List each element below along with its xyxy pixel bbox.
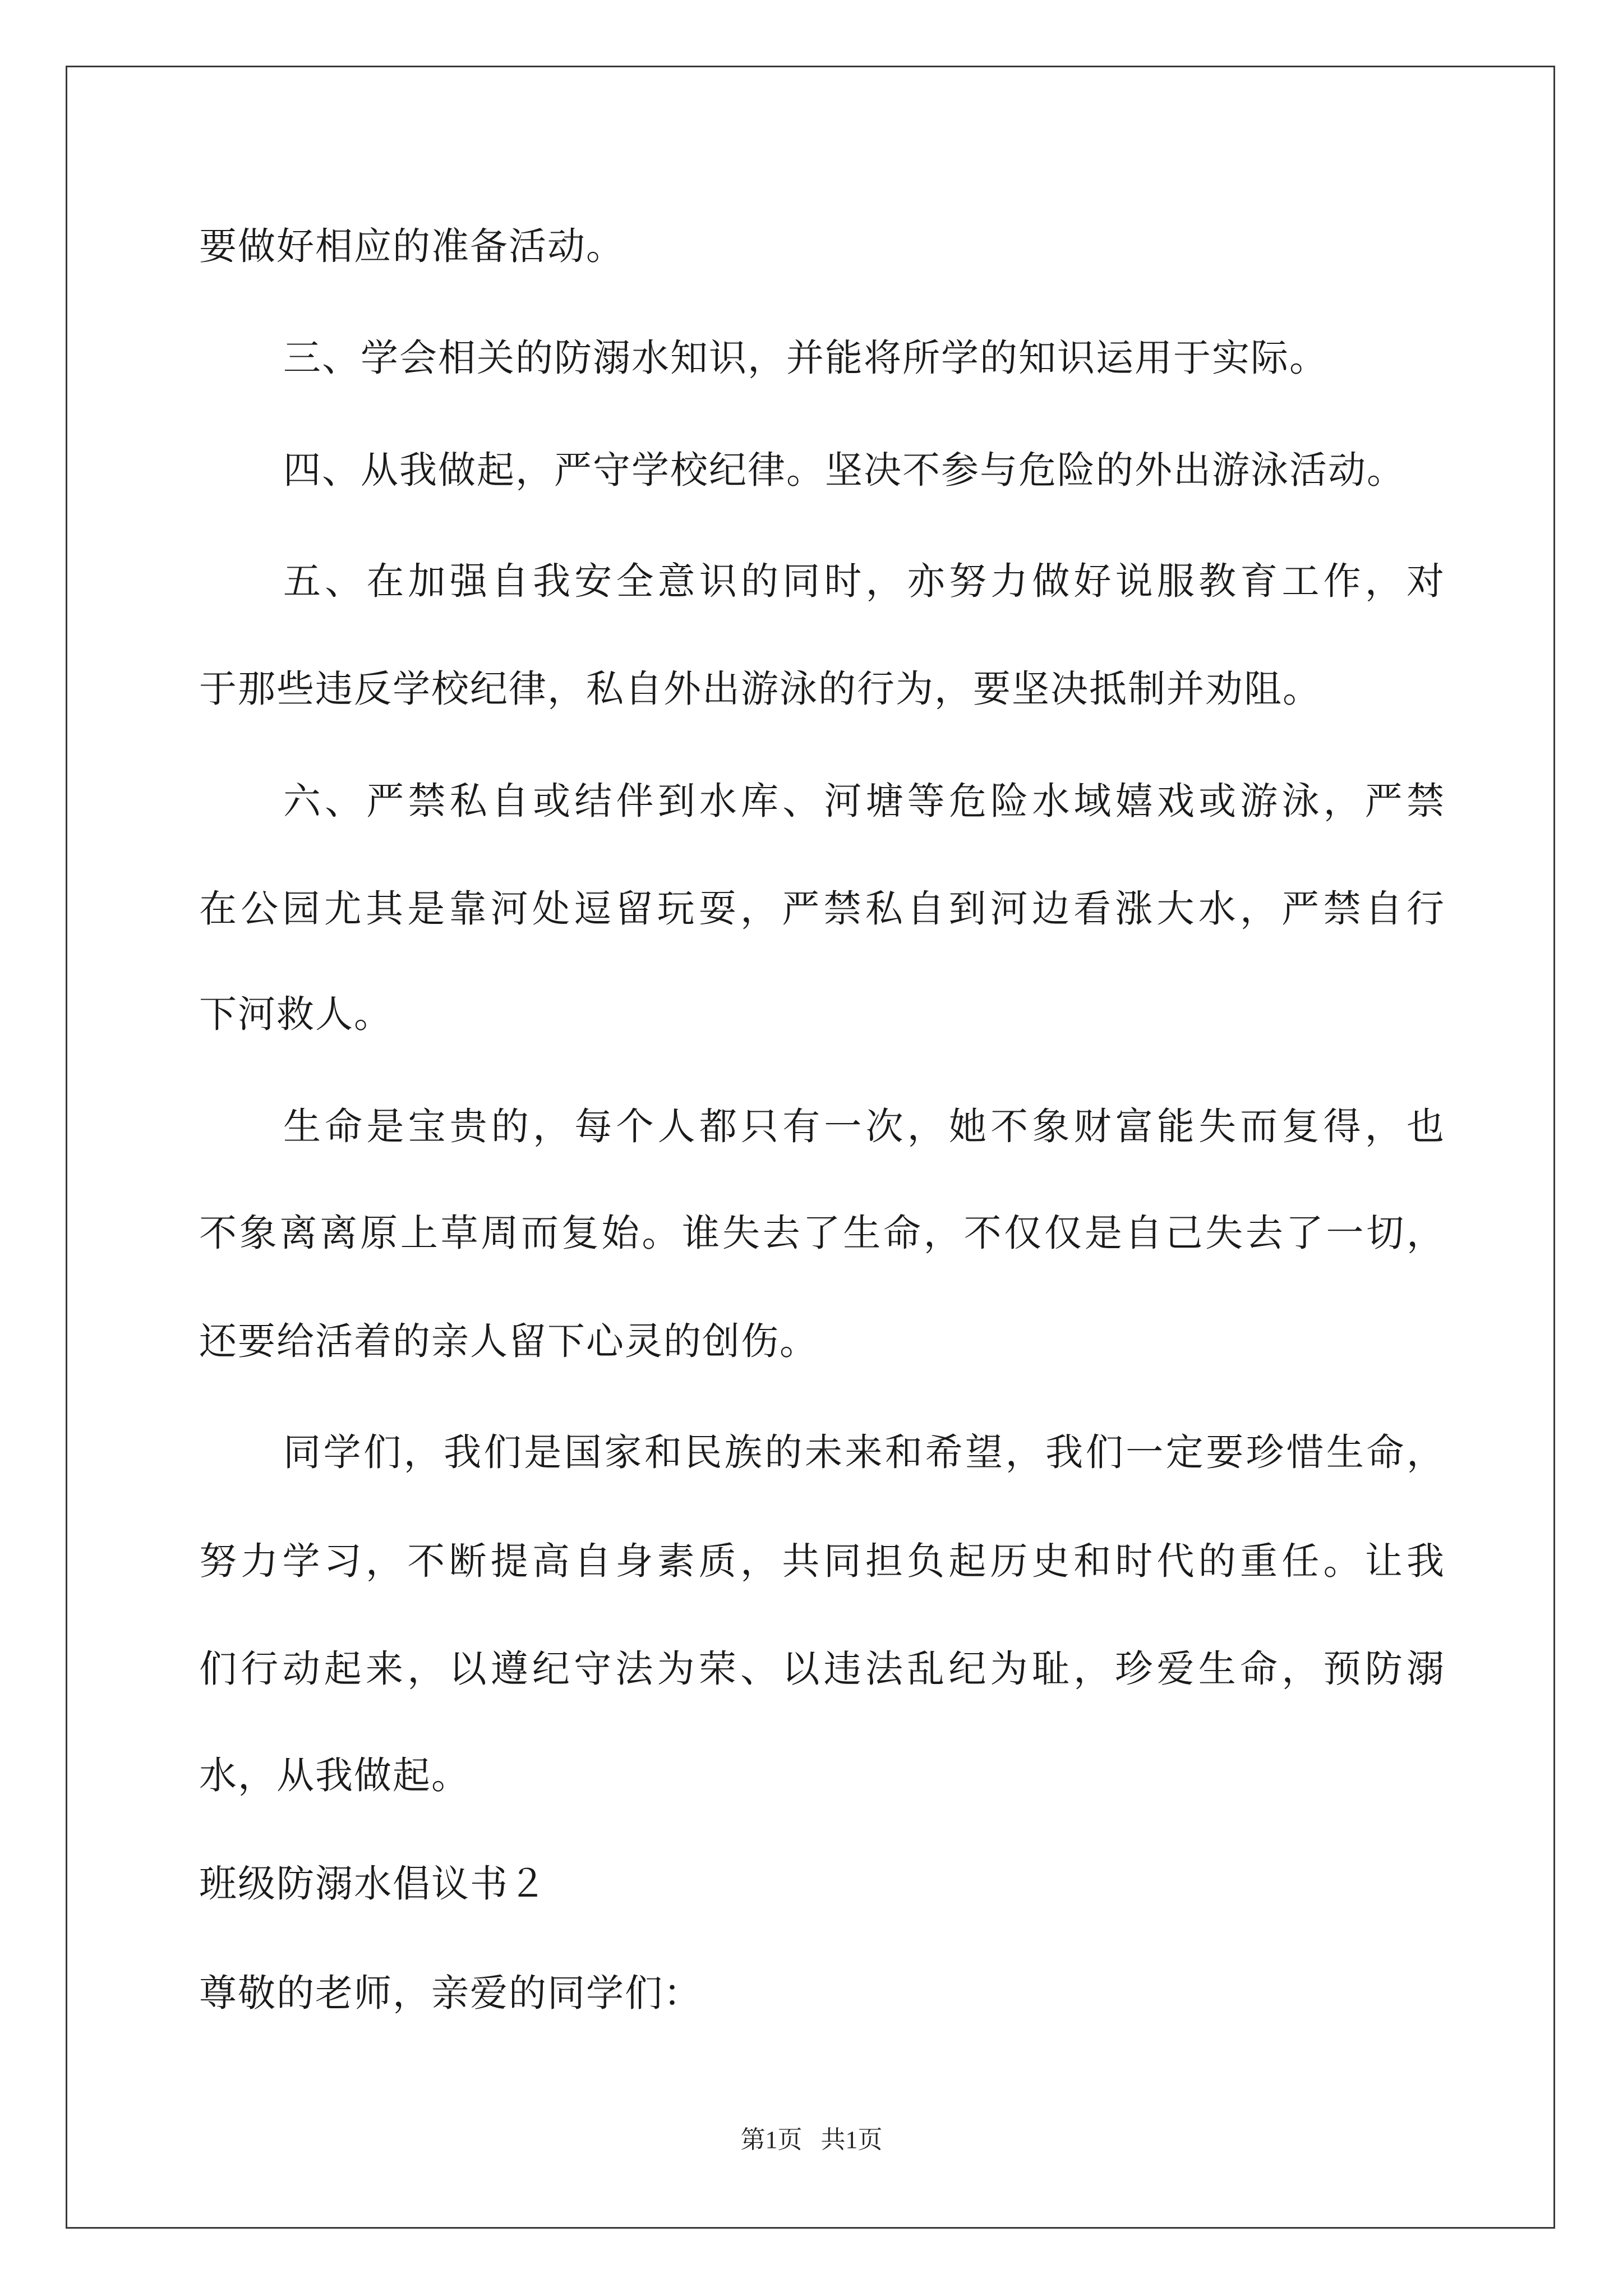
paragraph-line: 要做好相应的准备活动。 bbox=[199, 224, 625, 268]
paragraph-line: 不象离离原上草周而复始。谁失去了生命，不仅仅是自己失去了一切， bbox=[199, 1211, 1444, 1255]
paragraph-line: 努力学习，不断提高自身素质，共同担负起历史和时代的重任。让我 bbox=[199, 1539, 1444, 1583]
paragraph-line: 下河救人。 bbox=[199, 992, 393, 1036]
paragraph-line: 于那些违反学校纪律，私自外出游泳的行为，要坚决抵制并劝阻。 bbox=[199, 667, 1321, 711]
paragraph-line: 四、从我做起，严守学校纪律。坚决不参与危险的外出游泳活动。 bbox=[283, 448, 1405, 492]
paragraph-line: 在公园尤其是靠河处逗留玩耍，严禁私自到河边看涨大水，严禁自行 bbox=[199, 887, 1444, 931]
paragraph-line: 五、在加强自我安全意识的同时，亦努力做好说服教育工作，对 bbox=[283, 559, 1444, 603]
paragraph-line: 还要给活着的亲人留下心灵的创伤。 bbox=[199, 1319, 818, 1363]
paragraph-line: 六、严禁私自或结伴到水库、河塘等危险水域嬉戏或游泳，严禁 bbox=[283, 779, 1444, 823]
paragraph-line: 三、学会相关的防溺水知识，并能将所学的知识运用于实际。 bbox=[283, 336, 1328, 380]
paragraph-line: 们行动起来，以遵纪守法为荣、以违法乱纪为耻，珍爱生命，预防溺 bbox=[199, 1647, 1444, 1691]
paragraph-line: 同学们，我们是国家和民族的未来和希望，我们一定要珍惜生命， bbox=[283, 1430, 1444, 1474]
paragraph-line: 生命是宝贵的，每个人都只有一次，她不象财富能失而复得，也 bbox=[283, 1105, 1444, 1148]
page-footer: 第1页 共1页 bbox=[740, 2126, 883, 2154]
salutation: 尊敬的老师，亲爱的同学们： bbox=[199, 1971, 702, 2015]
paragraph-line: 水，从我做起。 bbox=[199, 1754, 470, 1797]
section-heading: 班级防溺水倡议书２ bbox=[199, 1862, 547, 1906]
